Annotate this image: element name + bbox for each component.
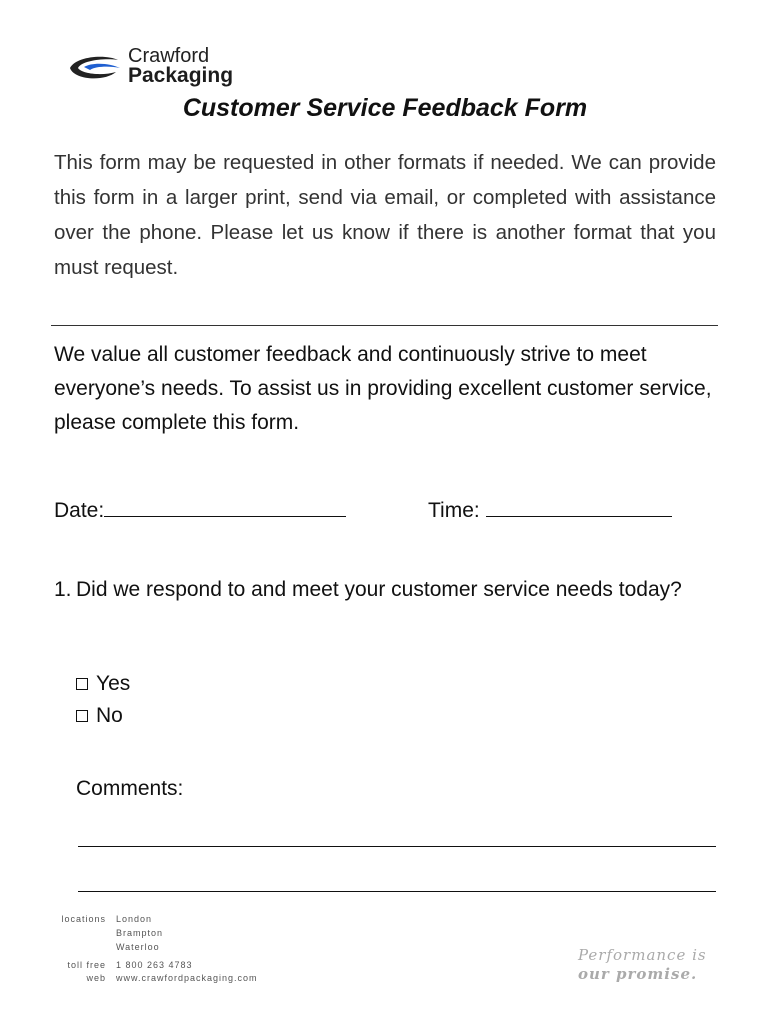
footer-tollfree: 1 800 263 4783 <box>116 960 193 970</box>
comment-line[interactable] <box>78 846 716 847</box>
company-logo <box>66 44 266 94</box>
checkbox-icon[interactable] <box>76 678 88 690</box>
logo-text-packaging: Packaging <box>128 64 234 87</box>
time-label: Time: <box>428 499 480 522</box>
footer-web-link[interactable]: www.crawfordpackaging.com <box>116 973 258 983</box>
tagline-line2-text: our promise. <box>578 965 698 983</box>
date-field[interactable] <box>104 496 346 517</box>
comment-line[interactable] <box>78 891 716 892</box>
question-text: Did we respond to and meet your customer service needs today? <box>76 578 682 601</box>
checkbox-icon[interactable] <box>76 710 88 722</box>
answer-options <box>76 668 130 732</box>
tagline-line2 <box>578 965 707 984</box>
option-label: Yes <box>96 672 131 695</box>
time-field[interactable] <box>486 496 672 517</box>
option-no[interactable] <box>76 700 130 732</box>
footer-tollfree-label: toll free <box>67 960 106 970</box>
option-label: No <box>96 704 123 727</box>
footer-location: London <box>116 914 153 924</box>
footer-location: Waterloo <box>116 942 160 952</box>
value-statement: We value all customer feedback and continuously strive to meet everyone’s needs. To assist us in providing excellent customer service, please complete this form. <box>54 343 712 434</box>
footer-locations-label: locations <box>61 914 106 924</box>
question-number: 1. <box>54 578 72 601</box>
option-yes[interactable] <box>76 668 130 700</box>
comments-label: Comments: <box>76 777 184 800</box>
date-label: Date: <box>54 499 105 522</box>
time-row <box>428 496 672 523</box>
form-title: Customer Service Feedback Form <box>182 94 588 122</box>
logo-text-crawford: Crawford <box>128 45 210 67</box>
logo-swoosh-icon <box>66 54 122 84</box>
tagline <box>578 946 707 984</box>
section-divider <box>51 325 718 326</box>
footer-location: Brampton <box>116 928 164 938</box>
footer-web-label: web <box>86 973 106 983</box>
date-row <box>54 496 346 523</box>
question-1 <box>54 574 694 606</box>
tagline-line1: Performance is <box>578 946 707 964</box>
intro-paragraph: This form may be requested in other formats if needed. We can provide this form in a larger print, send via email, or completed with assistance over the phone. Please let us know if there is another format that you must request. <box>54 151 716 279</box>
